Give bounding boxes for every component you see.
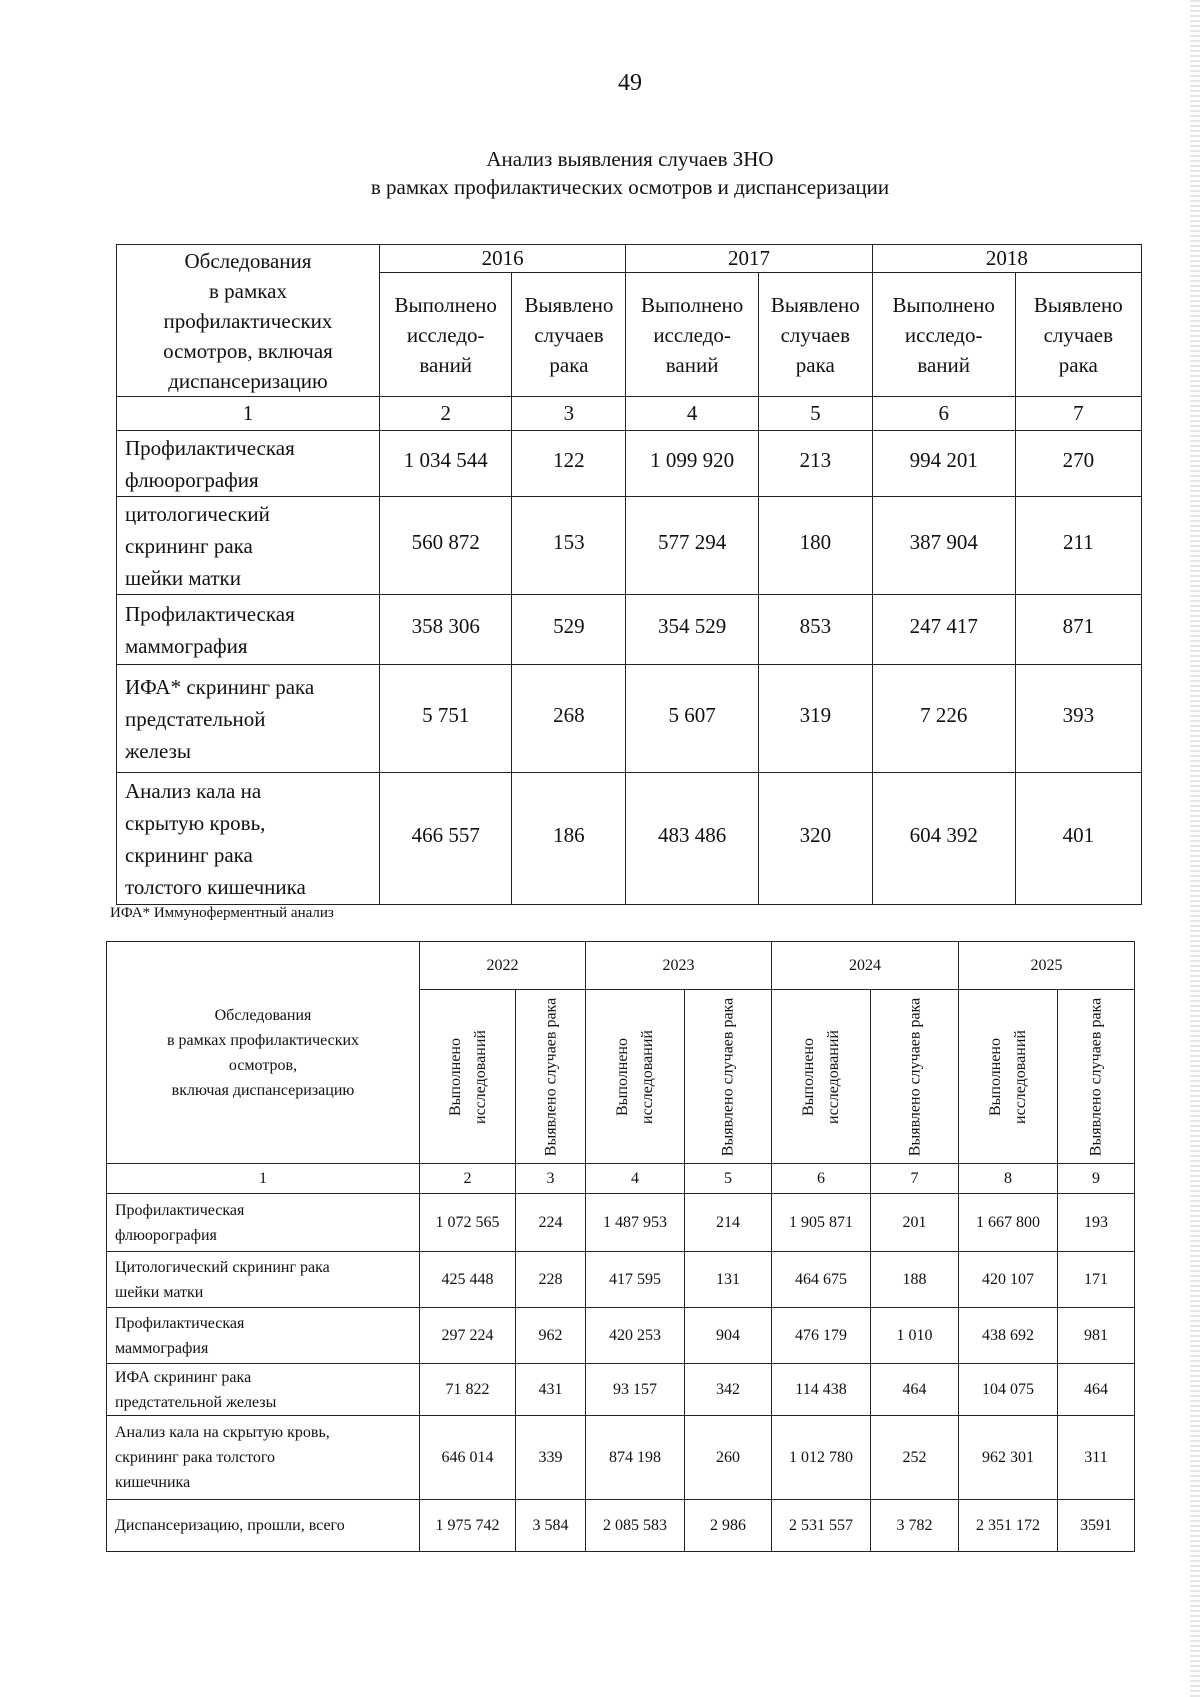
heading-line-1: Анализ выявления случаев ЗНО bbox=[486, 147, 774, 171]
cell-value: 417 595 bbox=[586, 1252, 685, 1308]
cell-value: 1 975 742 bbox=[420, 1500, 516, 1552]
cell-value: 71 822 bbox=[420, 1364, 516, 1416]
document-heading bbox=[0, 145, 1200, 201]
row-label: цитологический скрининг рака шейки матки bbox=[117, 497, 380, 595]
row-label: Анализ кала на скрытую кровь, скрининг рака толстого кишечника bbox=[107, 1416, 420, 1500]
column-number: 6 bbox=[772, 1164, 871, 1194]
cell-value: 270 bbox=[1015, 431, 1141, 497]
table2-performed-header: Выполнено исследований bbox=[959, 990, 1058, 1164]
page-number: 49 bbox=[618, 70, 642, 96]
cell-value: 2 085 583 bbox=[586, 1500, 685, 1552]
table2-corner-header: Обследования в рамках профилактических осмотров, включая диспансеризацию bbox=[107, 942, 420, 1164]
table1-detected-header: Выявлено случаев рака bbox=[758, 273, 872, 397]
table2-detected-header: Выявлено случаев рака bbox=[1058, 990, 1135, 1164]
cell-value: 122 bbox=[512, 431, 626, 497]
cell-value: 420 253 bbox=[586, 1308, 685, 1364]
cell-value: 393 bbox=[1015, 665, 1141, 773]
row-label: Цитологический скрининг рака шейки матки bbox=[107, 1252, 420, 1308]
cell-value: 962 301 bbox=[959, 1416, 1058, 1500]
cell-value: 342 bbox=[685, 1364, 772, 1416]
screening-table-2016-2018 bbox=[116, 244, 1142, 905]
cell-value: 994 201 bbox=[872, 431, 1015, 497]
cell-value: 425 448 bbox=[420, 1252, 516, 1308]
cell-value: 420 107 bbox=[959, 1252, 1058, 1308]
cell-value: 604 392 bbox=[872, 773, 1015, 905]
cell-value: 464 bbox=[1058, 1364, 1135, 1416]
cell-value: 358 306 bbox=[379, 595, 512, 665]
cell-value: 339 bbox=[516, 1416, 586, 1500]
cell-value: 646 014 bbox=[420, 1416, 516, 1500]
cell-value: 401 bbox=[1015, 773, 1141, 905]
cell-value: 131 bbox=[685, 1252, 772, 1308]
cell-value: 3 782 bbox=[871, 1500, 959, 1552]
cell-value: 5 607 bbox=[626, 665, 759, 773]
cell-value: 153 bbox=[512, 497, 626, 595]
cell-value: 5 751 bbox=[379, 665, 512, 773]
cell-value: 1 487 953 bbox=[586, 1194, 685, 1252]
cell-value: 1 012 780 bbox=[772, 1416, 871, 1500]
table2-performed-header: Выполнено исследований bbox=[420, 990, 516, 1164]
table-row bbox=[117, 665, 1142, 773]
column-number: 2 bbox=[379, 397, 512, 431]
cell-value: 3 584 bbox=[516, 1500, 586, 1552]
table1-corner-header: Обследования в рамках профилактических осмотров, включая диспансеризацию bbox=[117, 245, 380, 397]
cell-value: 311 bbox=[1058, 1416, 1135, 1500]
cell-value: 319 bbox=[758, 665, 872, 773]
table2-year-header: 2022 bbox=[420, 942, 586, 990]
table1-column-numbers bbox=[117, 397, 1142, 431]
cell-value: 438 692 bbox=[959, 1308, 1058, 1364]
table-row bbox=[117, 431, 1142, 497]
row-label: Профилактическая флюорография bbox=[117, 431, 380, 497]
cell-value: 224 bbox=[516, 1194, 586, 1252]
row-label: Профилактическая флюорография bbox=[107, 1194, 420, 1252]
cell-value: 180 bbox=[758, 497, 872, 595]
column-number: 5 bbox=[685, 1164, 772, 1194]
cell-value: 529 bbox=[512, 595, 626, 665]
cell-value: 186 bbox=[512, 773, 626, 905]
row-label: ИФА* скрининг рака предстательной железы bbox=[117, 665, 380, 773]
table1-detected-header: Выявлено случаев рака bbox=[512, 273, 626, 397]
cell-value: 1 034 544 bbox=[379, 431, 512, 497]
column-number: 7 bbox=[1015, 397, 1141, 431]
row-label: Профилактическая маммография bbox=[107, 1308, 420, 1364]
cell-value: 2 351 172 bbox=[959, 1500, 1058, 1552]
table-row bbox=[107, 1252, 1135, 1308]
cell-value: 560 872 bbox=[379, 497, 512, 595]
table2-performed-header: Выполнено исследований bbox=[772, 990, 871, 1164]
table1-year-header: 2018 bbox=[872, 245, 1141, 273]
table2-detected-header: Выявлено случаев рака bbox=[871, 990, 959, 1164]
cell-value: 252 bbox=[871, 1416, 959, 1500]
column-number: 3 bbox=[516, 1164, 586, 1194]
table2-year-header: 2024 bbox=[772, 942, 959, 990]
column-number: 8 bbox=[959, 1164, 1058, 1194]
table1-performed-header: Выполнено исследо- ваний bbox=[872, 273, 1015, 397]
table-row bbox=[107, 1308, 1135, 1364]
cell-value: 962 bbox=[516, 1308, 586, 1364]
column-number: 5 bbox=[758, 397, 872, 431]
row-label: ИФА скрининг рака предстательной железы bbox=[107, 1364, 420, 1416]
table2-year-header: 2023 bbox=[586, 942, 772, 990]
cell-value: 466 557 bbox=[379, 773, 512, 905]
cell-value: 483 486 bbox=[626, 773, 759, 905]
table-row bbox=[107, 1416, 1135, 1500]
cell-value: 104 075 bbox=[959, 1364, 1058, 1416]
cell-value: 1 072 565 bbox=[420, 1194, 516, 1252]
table2-column-numbers bbox=[107, 1164, 1135, 1194]
table-row bbox=[117, 497, 1142, 595]
row-label: Диспансеризацию, прошли, всего bbox=[107, 1500, 420, 1552]
cell-value: 1 905 871 bbox=[772, 1194, 871, 1252]
cell-value: 464 bbox=[871, 1364, 959, 1416]
cell-value: 247 417 bbox=[872, 595, 1015, 665]
table-row bbox=[117, 595, 1142, 665]
cell-value: 268 bbox=[512, 665, 626, 773]
table2-detected-header: Выявлено случаев рака bbox=[516, 990, 586, 1164]
cell-value: 431 bbox=[516, 1364, 586, 1416]
cell-value: 214 bbox=[685, 1194, 772, 1252]
cell-value: 874 198 bbox=[586, 1416, 685, 1500]
cell-value: 320 bbox=[758, 773, 872, 905]
column-number: 3 bbox=[512, 397, 626, 431]
table2-performed-header: Выполнено исследований bbox=[586, 990, 685, 1164]
cell-value: 387 904 bbox=[872, 497, 1015, 595]
scan-edge-border bbox=[1190, 0, 1200, 1697]
cell-value: 201 bbox=[871, 1194, 959, 1252]
cell-value: 904 bbox=[685, 1308, 772, 1364]
table1-performed-header: Выполнено исследо- ваний bbox=[379, 273, 512, 397]
cell-value: 260 bbox=[685, 1416, 772, 1500]
cell-value: 211 bbox=[1015, 497, 1141, 595]
cell-value: 171 bbox=[1058, 1252, 1135, 1308]
cell-value: 476 179 bbox=[772, 1308, 871, 1364]
table1-performed-header: Выполнено исследо- ваний bbox=[626, 273, 759, 397]
column-number: 6 bbox=[872, 397, 1015, 431]
cell-value: 188 bbox=[871, 1252, 959, 1308]
footnote: ИФА* Иммуноферментный анализ bbox=[110, 905, 334, 921]
cell-value: 3591 bbox=[1058, 1500, 1135, 1552]
column-number: 1 bbox=[107, 1164, 420, 1194]
row-label: Анализ кала на скрытую кровь, скрининг рака толстого кишечника bbox=[117, 773, 380, 905]
cell-value: 93 157 bbox=[586, 1364, 685, 1416]
row-label: Профилактическая маммография bbox=[117, 595, 380, 665]
cell-value: 464 675 bbox=[772, 1252, 871, 1308]
cell-value: 2 531 557 bbox=[772, 1500, 871, 1552]
screening-table-2022-2025 bbox=[106, 941, 1135, 1552]
column-number: 7 bbox=[871, 1164, 959, 1194]
cell-value: 354 529 bbox=[626, 595, 759, 665]
cell-value: 981 bbox=[1058, 1308, 1135, 1364]
table-row bbox=[107, 1364, 1135, 1416]
cell-value: 193 bbox=[1058, 1194, 1135, 1252]
cell-value: 853 bbox=[758, 595, 872, 665]
table2-detected-header: Выявлено случаев рака bbox=[685, 990, 772, 1164]
cell-value: 213 bbox=[758, 431, 872, 497]
table-row bbox=[107, 1500, 1135, 1552]
table-row bbox=[117, 773, 1142, 905]
cell-value: 1 099 920 bbox=[626, 431, 759, 497]
cell-value: 2 986 bbox=[685, 1500, 772, 1552]
table-row bbox=[107, 1194, 1135, 1252]
cell-value: 1 667 800 bbox=[959, 1194, 1058, 1252]
table1-year-header: 2017 bbox=[626, 245, 872, 273]
column-number: 9 bbox=[1058, 1164, 1135, 1194]
cell-value: 577 294 bbox=[626, 497, 759, 595]
table1-year-header: 2016 bbox=[379, 245, 625, 273]
heading-line-2: в рамках профилактических осмотров и диспансеризации bbox=[370, 175, 890, 199]
cell-value: 1 010 bbox=[871, 1308, 959, 1364]
table2-year-header: 2025 bbox=[959, 942, 1135, 990]
cell-value: 297 224 bbox=[420, 1308, 516, 1364]
column-number: 1 bbox=[117, 397, 380, 431]
column-number: 4 bbox=[586, 1164, 685, 1194]
table1-detected-header: Выявлено случаев рака bbox=[1015, 273, 1141, 397]
cell-value: 228 bbox=[516, 1252, 586, 1308]
column-number: 4 bbox=[626, 397, 759, 431]
cell-value: 7 226 bbox=[872, 665, 1015, 773]
cell-value: 114 438 bbox=[772, 1364, 871, 1416]
column-number: 2 bbox=[420, 1164, 516, 1194]
cell-value: 871 bbox=[1015, 595, 1141, 665]
